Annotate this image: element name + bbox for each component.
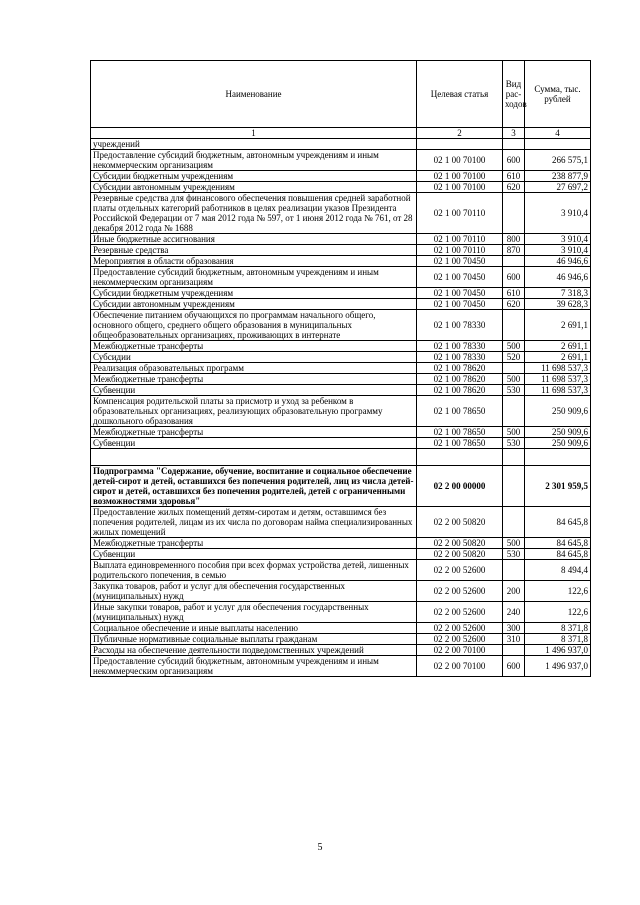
- cell-sum: 2 691,1: [525, 352, 591, 363]
- cell-type: 520: [503, 352, 525, 363]
- table-row: [91, 150, 591, 171]
- cell-name: Обеспечение питанием обучающихся по программам начального общего, основного общего, среднего общего образования в муниципальных общеобразовательных организациях, проживающих в интернате: [91, 310, 417, 341]
- cell-code: 02 2 00 70100: [417, 645, 503, 656]
- table-row: [91, 645, 591, 656]
- cell-name: Выплата единовременного пособия при всех формах устройства детей, лишенных родительского попечения, в семью: [91, 560, 417, 581]
- table-row: [91, 193, 591, 234]
- cell-name: Предоставление субсидий бюджетным, автономным учреждениям и иным некоммерческим организациям: [91, 656, 417, 677]
- cell-type: [503, 466, 525, 507]
- table-row: [91, 560, 591, 581]
- cell-name: Субсидии бюджетным учреждениям: [91, 288, 417, 299]
- cell-sum: 8 371,8: [525, 623, 591, 634]
- cell-name: Резервные средства для финансового обеспечения повышения средней заработной платы отдельных категорий работников в целях реализации указов Президента Российской Федерации от 7 мая 2012 года № 597, от 1 июня 2012 года № 761, от 28 декабря 2012 года № 1688: [91, 193, 417, 234]
- cell-code: 02 2 00 50820: [417, 507, 503, 538]
- cell-code: 02 1 00 78620: [417, 363, 503, 374]
- cell-sum: 2 691,1: [525, 341, 591, 352]
- cell-code: 02 1 00 70100: [417, 182, 503, 193]
- table-row: [91, 374, 591, 385]
- cell-code: 02 1 00 78620: [417, 374, 503, 385]
- cell-sum: 46 946,6: [525, 256, 591, 267]
- cell-name: [91, 449, 417, 466]
- cell-type: 500: [503, 374, 525, 385]
- cell-name: Мероприятия в области образования: [91, 256, 417, 267]
- cell-type: 240: [503, 602, 525, 623]
- column-number: 3: [503, 128, 525, 139]
- table-row: [91, 507, 591, 538]
- budget-table: [90, 60, 591, 677]
- cell-code: 02 1 00 70110: [417, 245, 503, 256]
- cell-name: Предоставление жилых помещений детям-сиротам и детям, оставшимся без попечения родителей, лицам из их числа по договорам найма специализированных жилых помещений: [91, 507, 417, 538]
- cell-code: 02 2 00 00000: [417, 466, 503, 507]
- column-number-row: [91, 128, 591, 139]
- cell-code: 02 2 00 50820: [417, 538, 503, 549]
- cell-name: Субсидии автономным учреждениям: [91, 182, 417, 193]
- cell-name: Субвенции: [91, 438, 417, 449]
- cell-sum: [525, 139, 591, 150]
- cell-code: 02 1 00 78650: [417, 396, 503, 427]
- cell-type: [503, 396, 525, 427]
- cell-sum: 250 909,6: [525, 427, 591, 438]
- cell-sum: 1 496 937,0: [525, 656, 591, 677]
- table-row: [91, 466, 591, 507]
- cell-name: Расходы на обеспечение деятельности подведомственных учреждений: [91, 645, 417, 656]
- cell-name: Субвенции: [91, 549, 417, 560]
- cell-sum: 250 909,6: [525, 438, 591, 449]
- cell-code: 02 1 00 70450: [417, 256, 503, 267]
- table-row: [91, 438, 591, 449]
- cell-sum: 3 910,4: [525, 193, 591, 234]
- table-row: [91, 427, 591, 438]
- cell-sum: 2 691,1: [525, 310, 591, 341]
- cell-type: [503, 193, 525, 234]
- cell-code: [417, 139, 503, 150]
- cell-code: [417, 449, 503, 466]
- cell-name: Субвенции: [91, 385, 417, 396]
- cell-sum: 39 628,3: [525, 299, 591, 310]
- table-row: [91, 341, 591, 352]
- cell-code: 02 1 00 70100: [417, 150, 503, 171]
- cell-code: 02 2 00 50820: [417, 549, 503, 560]
- cell-sum: 250 909,6: [525, 396, 591, 427]
- cell-sum: [525, 449, 591, 466]
- cell-code: 02 1 00 70110: [417, 234, 503, 245]
- cell-type: 800: [503, 234, 525, 245]
- cell-name: Межбюджетные трансферты: [91, 538, 417, 549]
- cell-type: [503, 139, 525, 150]
- cell-name: Резервные средства: [91, 245, 417, 256]
- cell-type: 610: [503, 288, 525, 299]
- table-row: [91, 449, 591, 466]
- table-row: [91, 602, 591, 623]
- cell-name: Публичные нормативные социальные выплаты гражданам: [91, 634, 417, 645]
- cell-type: 600: [503, 656, 525, 677]
- table-row: [91, 385, 591, 396]
- cell-sum: 3 910,4: [525, 245, 591, 256]
- table-row: [91, 549, 591, 560]
- table-row: [91, 234, 591, 245]
- cell-type: 500: [503, 341, 525, 352]
- cell-sum: 84 645,8: [525, 538, 591, 549]
- column-number: 4: [525, 128, 591, 139]
- cell-type: 600: [503, 150, 525, 171]
- table-body: [91, 139, 591, 677]
- cell-name: Предоставление субсидий бюджетным, автономным учреждениям и иным некоммерческим организациям: [91, 267, 417, 288]
- table-row: [91, 310, 591, 341]
- cell-name: Иные закупки товаров, работ и услуг для обеспечения государственных (муниципальных) нужд: [91, 602, 417, 623]
- cell-sum: 27 697,2: [525, 182, 591, 193]
- cell-code: 02 1 00 70100: [417, 171, 503, 182]
- cell-type: 500: [503, 538, 525, 549]
- header-sum: Сумма, тыс. рублей: [525, 61, 591, 128]
- cell-type: 530: [503, 385, 525, 396]
- table-row: [91, 623, 591, 634]
- cell-name: Субсидии бюджетным учреждениям: [91, 171, 417, 182]
- cell-sum: 46 946,6: [525, 267, 591, 288]
- cell-sum: 11 698 537,3: [525, 363, 591, 374]
- cell-name: Компенсация родительской платы за присмотр и уход за ребенком в образовательных организациях, реализующих образовательную программу дошкольного образования: [91, 396, 417, 427]
- cell-code: 02 1 00 78330: [417, 341, 503, 352]
- table-row: [91, 171, 591, 182]
- column-number: 1: [91, 128, 417, 139]
- cell-type: 870: [503, 245, 525, 256]
- cell-type: 200: [503, 581, 525, 602]
- cell-code: 02 2 00 52600: [417, 560, 503, 581]
- cell-type: 600: [503, 267, 525, 288]
- cell-code: 02 2 00 52600: [417, 623, 503, 634]
- cell-code: 02 1 00 78330: [417, 310, 503, 341]
- table-row: [91, 352, 591, 363]
- cell-sum: 122,6: [525, 602, 591, 623]
- cell-sum: 238 877,9: [525, 171, 591, 182]
- cell-sum: 84 645,8: [525, 549, 591, 560]
- table-row: [91, 139, 591, 150]
- cell-type: 610: [503, 171, 525, 182]
- table-row: [91, 267, 591, 288]
- cell-name: Иные бюджетные ассигнования: [91, 234, 417, 245]
- table-row: [91, 634, 591, 645]
- cell-type: 300: [503, 623, 525, 634]
- cell-type: 530: [503, 549, 525, 560]
- cell-type: 310: [503, 634, 525, 645]
- column-number: 2: [417, 128, 503, 139]
- cell-type: 500: [503, 427, 525, 438]
- cell-sum: 11 698 537,3: [525, 385, 591, 396]
- table-row: [91, 245, 591, 256]
- cell-code: 02 1 00 78620: [417, 385, 503, 396]
- cell-type: [503, 310, 525, 341]
- header-row: [91, 61, 591, 128]
- cell-code: 02 1 00 78650: [417, 427, 503, 438]
- cell-type: 530: [503, 438, 525, 449]
- table-row: [91, 288, 591, 299]
- cell-name: Реализация образовательных программ: [91, 363, 417, 374]
- cell-code: 02 1 00 70450: [417, 267, 503, 288]
- table-row: [91, 363, 591, 374]
- page-number: 5: [317, 842, 323, 853]
- cell-type: [503, 645, 525, 656]
- cell-code: 02 1 00 78330: [417, 352, 503, 363]
- cell-code: 02 2 00 70100: [417, 656, 503, 677]
- cell-name: Закупка товаров, работ и услуг для обеспечения государственных (муниципальных) нужд: [91, 581, 417, 602]
- cell-sum: 84 645,8: [525, 507, 591, 538]
- cell-sum: 122,6: [525, 581, 591, 602]
- cell-sum: 2 301 959,5: [525, 466, 591, 507]
- header-code: Целевая статья: [417, 61, 503, 128]
- cell-type: [503, 256, 525, 267]
- cell-type: 620: [503, 182, 525, 193]
- table-row: [91, 182, 591, 193]
- cell-code: 02 2 00 52600: [417, 581, 503, 602]
- table-row: [91, 581, 591, 602]
- table-row: [91, 538, 591, 549]
- cell-name: Межбюджетные трансферты: [91, 427, 417, 438]
- cell-code: 02 1 00 70110: [417, 193, 503, 234]
- cell-name: Предоставление субсидий бюджетным, автономным учреждениям и иным некоммерческим организациям: [91, 150, 417, 171]
- cell-code: 02 2 00 52600: [417, 602, 503, 623]
- cell-name: Субсидии: [91, 352, 417, 363]
- cell-type: [503, 507, 525, 538]
- cell-type: [503, 449, 525, 466]
- cell-sum: 8 494,4: [525, 560, 591, 581]
- cell-name: Субсидии автономным учреждениям: [91, 299, 417, 310]
- cell-name: Подпрограмма "Содержание, обучение, воспитание и социальное обеспечение детей-сирот и детей, оставшихся без попечения родителей, лиц из числа детей-сирот и детей, оставшихся без попечения родителей, детей с ограниченными возможностями здоровья": [91, 466, 417, 507]
- cell-sum: 8 371,8: [525, 634, 591, 645]
- cell-type: 620: [503, 299, 525, 310]
- header-type: Вид рас-ходов: [503, 61, 525, 128]
- cell-code: 02 2 00 52600: [417, 634, 503, 645]
- table-row: [91, 656, 591, 677]
- cell-type: [503, 560, 525, 581]
- cell-name: учреждений: [91, 139, 417, 150]
- cell-sum: 3 910,4: [525, 234, 591, 245]
- cell-sum: 11 698 537,3: [525, 374, 591, 385]
- cell-name: Социальное обеспечение и иные выплаты населению: [91, 623, 417, 634]
- cell-name: Межбюджетные трансферты: [91, 374, 417, 385]
- cell-name: Межбюджетные трансферты: [91, 341, 417, 352]
- cell-code: 02 1 00 70450: [417, 288, 503, 299]
- cell-sum: 1 496 937,0: [525, 645, 591, 656]
- cell-code: 02 1 00 70450: [417, 299, 503, 310]
- table-row: [91, 396, 591, 427]
- cell-code: 02 1 00 78650: [417, 438, 503, 449]
- cell-sum: 7 318,3: [525, 288, 591, 299]
- cell-sum: 266 575,1: [525, 150, 591, 171]
- table-row: [91, 299, 591, 310]
- table-row: [91, 256, 591, 267]
- cell-type: [503, 363, 525, 374]
- header-name: Наименование: [91, 61, 417, 128]
